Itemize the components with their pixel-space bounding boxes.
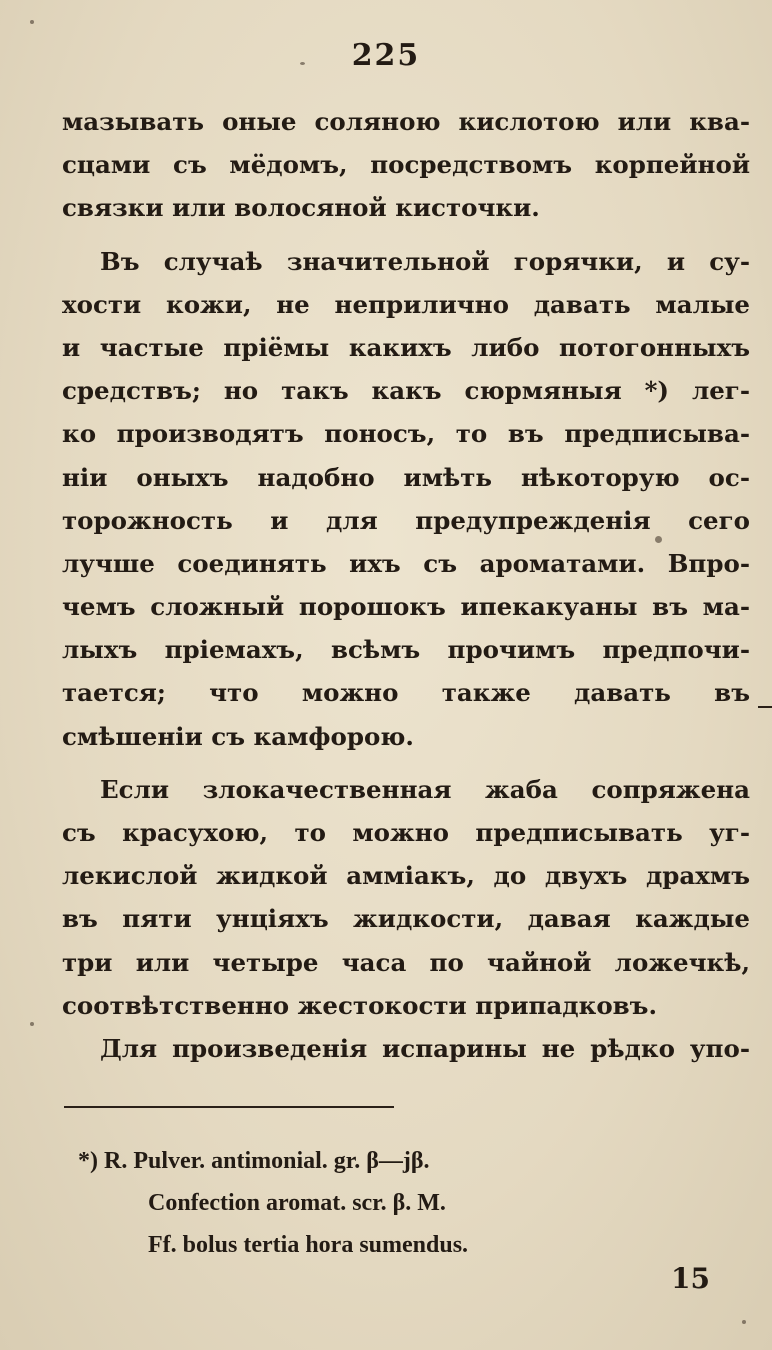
text-line: лекислой жидкой амміакъ, до двухъ драхмъ [62,861,750,891]
footnote-line: Confection aromat. scr. β. M. [148,1190,446,1216]
text-line: связки или волосяной кисточки. [62,193,540,223]
footnote-line: *) R. Pulver. antimonial. gr. β—jβ. [78,1148,430,1174]
text-line: Если злокачественная жаба сопряжена [100,774,750,804]
paper-speck [742,1320,746,1324]
text-line: средствъ; но такъ какъ сюрмяныя *) лег- [62,376,750,406]
page-number: 225 [351,38,421,73]
paper-speck [30,20,34,24]
footnote-line: Ff. bolus tertia hora sumendus. [148,1232,469,1258]
text-line: чемъ сложный порошокъ ипекакуаны въ ма- [62,592,750,622]
text-line: тается; что можно также давать въ [62,678,750,708]
paragraph-gap [62,230,750,240]
footnote-divider [64,1106,394,1108]
text-line: ніи оныхъ надобно имѣть нѣкоторую ос- [62,462,750,492]
text-line: и частые пріёмы какихъ либо потогонныхъ [62,332,750,362]
margin-mark [758,706,772,708]
text-line: въ пяти унціяхъ жидкости, давая каждые [62,904,750,934]
text-line: торожность и для предупрежденія сего [62,505,750,535]
paper-speck [655,536,662,543]
text-line: три или четыре часа по чайной ложечкѣ, [62,947,750,977]
text-line: ко производятъ поносъ, то въ предписыва- [62,419,750,449]
text-line: сцами съ мёдомъ, посредствомъ корпейной [62,150,750,180]
text-line: смѣшеніи съ камфорою. [62,721,414,751]
signature-mark: 15 [671,1262,710,1295]
text-line: Для произведенія испарины не рѣдко упо- [100,1033,750,1063]
text-line: мазывать оные соляною кислотою или ква- [62,107,750,136]
text-line: соотвѣтственно жестокости припадковъ. [62,990,658,1020]
paper-speck [30,1022,34,1026]
text-line: лыхъ пріемахъ, всѣмъ прочимъ предпочи- [62,635,750,665]
text-line: хости кожи, не неприлично давать малые [62,289,750,319]
paper-speck [300,62,305,65]
text-line: Въ случаѣ значительной горячки, и су- [100,246,750,276]
text-line: съ красухою, то можно предписывать уг- [62,818,750,847]
text-line: лучше соединять ихъ съ ароматами. Впро- [62,548,750,578]
body-text [62,100,750,1070]
footnotes [78,1140,678,1266]
paragraph-gap [62,758,750,768]
